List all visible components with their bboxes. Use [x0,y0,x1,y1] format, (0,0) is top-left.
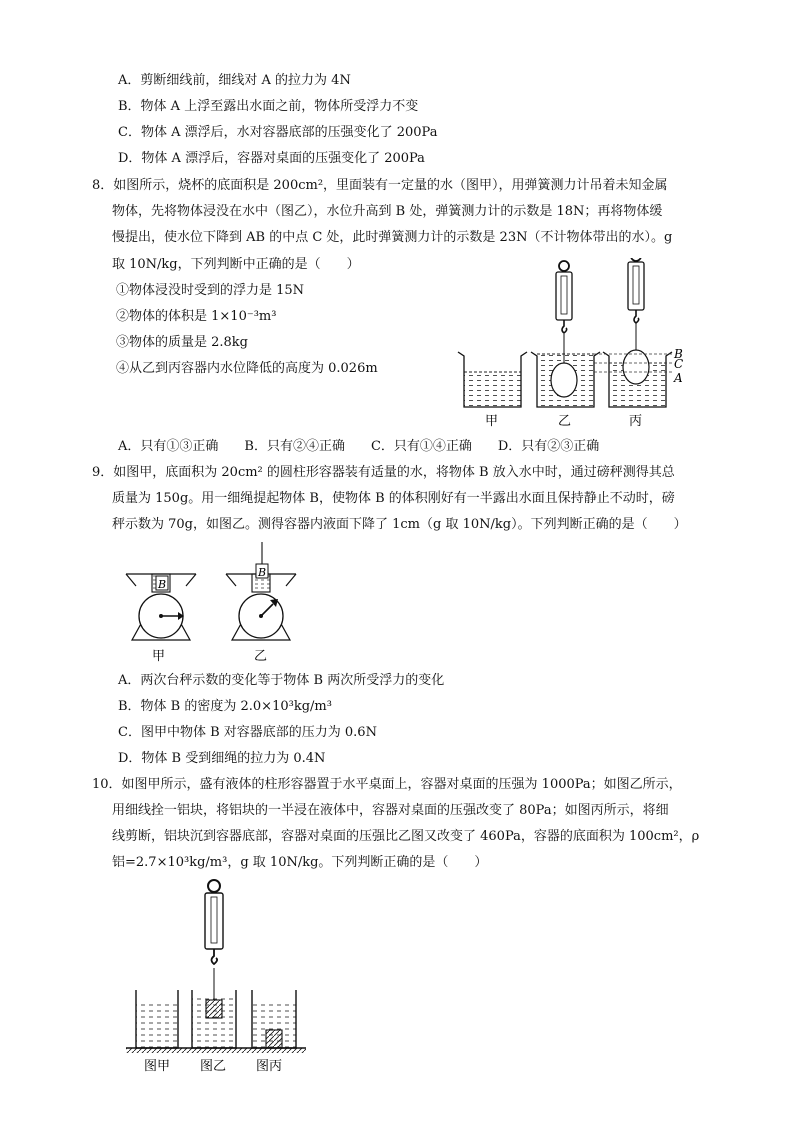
q8-statement-4: ④从乙到丙容器内水位降低的高度为 0.026m [116,361,378,376]
q8-label-yi: 乙 [558,414,572,429]
q8-statement-3: ③物体的质量是 2.8kg [116,335,249,350]
metal-object-bing [623,350,649,384]
q10-stem-line-3: 线剪断，铝块沉到容器底部，容器对桌面的压强比乙图又改变了 460Pa，容器的底面积为 100cm²，ρ [112,829,700,844]
level-label-a: A [674,371,683,385]
q10-stem-line-4: 铝=2.7×10³kg/m³，g 取 10N/kg。下列判断正确的是（ ） [112,855,488,870]
q9-option-d: D．物体 B 受到细绳的拉力为 0.4N [118,751,326,766]
container-jia [136,990,178,1048]
q9-option-b: B．物体 B 的密度为 2.0×10³kg/m³ [118,699,332,714]
level-label-c: C [674,357,684,371]
aluminum-block-yi [206,1000,222,1018]
platform-scale-yi [226,542,296,640]
beaker-yi [531,334,600,407]
q10-stem-line-1: 10．如图甲所示，盛有液体的柱形容器置于水平桌面上，容器对桌面的压强为 1000Pa；如图乙所示， [92,777,682,792]
q10-figure [124,876,314,1080]
beaker-jia [458,352,527,407]
q8-stem-line-1: 8．如图所示，烧杯的底面积是 200cm²，里面装有一定量的水（图甲），用弹簧测力计吊着未知金属 [92,178,668,193]
q8-statement-1: ①物体浸没时受到的浮力是 15N [116,283,305,298]
q10-label-bing: 图丙 [256,1059,283,1074]
q9-label-yi: 乙 [254,649,268,664]
q9-option-c: C．图甲中物体 B 对容器底部的压力为 0.6N [118,725,377,740]
platform-scale-jia [126,574,196,640]
container-bing [252,990,296,1048]
q10-label-yi: 图乙 [200,1059,227,1074]
spring-scale-q10 [205,880,223,964]
q10-figure-svg [124,876,314,1076]
container-yi [192,968,236,1048]
q8-stem-line-2: 物体，先将物体浸没在水中（图乙），水位升高到 B 处，弹簧测力计的示数是 18N；再将物体缓 [112,204,663,219]
q9-figure-svg [122,538,322,668]
q8-figure [452,258,692,437]
spring-scale-bing-body [628,258,644,323]
q7-option-c: C．物体 A 漂浮后，水对容器底部的压强变化了 200Pa [118,125,438,140]
level-label-b: B [674,347,683,361]
q10-stem-line-2: 用细线拴一铝块，将铝块的一半浸在液体中，容器对桌面的压强改变了 80Pa；如图丙所示，将细 [112,803,669,818]
q8-options: A．只有①③正确 B．只有②④正确 C．只有①④正确 D．只有②③正确 [118,439,600,454]
q8-figure-svg [452,258,692,433]
q9-stem-line-3: 秤示数为 70g，如图乙。测得容器内液面下降了 1cm（g 取 10N/kg）。下列判断正确的是（ ） [112,517,687,532]
q7-option-d: D．物体 A 漂浮后，容器对桌面的压强变化了 200Pa [118,151,425,166]
q8-stem-line-4: 取 10N/kg，下列判断中正确的是（ ） [112,257,360,272]
q7-option-b: B．物体 A 上浮至露出水面之前，物体所受浮力不变 [118,99,419,114]
beaker-bing [603,322,672,407]
q8-label-bing: 丙 [629,414,643,429]
q9-option-a: A．两次台秤示数的变化等于物体 B 两次所受浮力的变化 [118,673,445,688]
q9-label-jia: 甲 [152,649,166,664]
q9-stem-line-1: 9．如图甲，底面积为 20cm² 的圆柱形容器装有适量的水，将物体 B 放入水中时，通过磅秤测得其总 [92,465,675,480]
q10-label-jia: 图甲 [144,1059,171,1074]
q9-figure [122,538,322,672]
q9-object-b-yi: B [258,566,267,579]
q8-stem-line-3: 慢提出，使水位下降到 AB 的中点 C 处，此时弹簧测力计的示数是 23N（不计物体带出的水）。g [112,230,673,245]
q9-object-b-jia: B [158,578,167,591]
q8-statement-2: ②物体的体积是 1×10⁻³m³ [116,309,277,324]
spring-scale-yi [556,261,572,333]
metal-object-yi [551,363,577,397]
q9-stem-line-2: 质量为 150g。用一细绳提起物体 B，使物体 B 的体积刚好有一半露出水面且保持静止不动时，磅 [112,491,675,506]
aluminum-block-bing [266,1030,282,1048]
q8-label-jia: 甲 [485,414,499,429]
q7-option-a: A．剪断细线前，细线对 A 的拉力为 4N [118,73,351,88]
